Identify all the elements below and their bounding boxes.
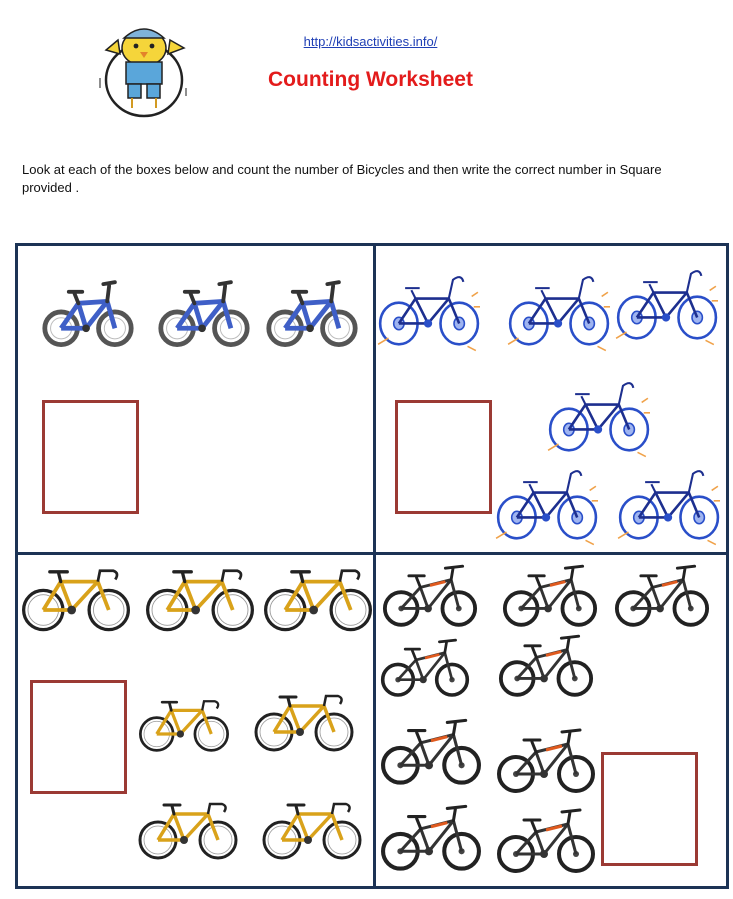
- page-title: Counting Worksheet: [268, 68, 473, 91]
- bicycle-icon: [546, 374, 650, 460]
- grid-divider-horizontal: [18, 552, 726, 555]
- site-link[interactable]: http://kidsactivities.info/: [303, 34, 438, 49]
- bicycle-icon: [380, 802, 482, 874]
- bicycle-icon: [138, 694, 230, 754]
- instructions-text: Look at each of the boxes below and count the number of Bicycles and then write the correct number in Square provided .: [22, 162, 662, 195]
- bicycle-icon: [506, 268, 610, 354]
- bicycle-icon: [138, 796, 238, 862]
- bicycle-icon: [262, 562, 374, 634]
- bicycle-icon: [262, 796, 362, 862]
- bicycle-icon: [20, 562, 132, 634]
- bicycle-icon: [496, 726, 596, 796]
- answer-box-panel-1[interactable]: [42, 400, 139, 514]
- bicycle-icon: [616, 462, 720, 548]
- bicycle-icon: [380, 636, 470, 700]
- answer-box-panel-4[interactable]: [601, 752, 698, 866]
- bicycle-icon: [264, 268, 360, 354]
- bicycle-icon: [40, 268, 136, 354]
- bicycle-icon: [380, 716, 482, 788]
- answer-box-panel-3[interactable]: [30, 680, 127, 794]
- bicycle-icon: [502, 562, 598, 630]
- bicycle-icon: [614, 262, 718, 348]
- bicycle-icon: [614, 562, 710, 630]
- bicycle-icon: [496, 806, 596, 876]
- bicycle-icon: [382, 562, 478, 630]
- bicycle-icon: [376, 268, 480, 354]
- bicycle-icon: [254, 688, 354, 754]
- bicycle-icon: [156, 268, 252, 354]
- bicycle-icon: [498, 632, 594, 700]
- bicycle-icon: [144, 562, 256, 634]
- bicycle-icon: [494, 462, 598, 548]
- answer-box-panel-2[interactable]: [395, 400, 492, 514]
